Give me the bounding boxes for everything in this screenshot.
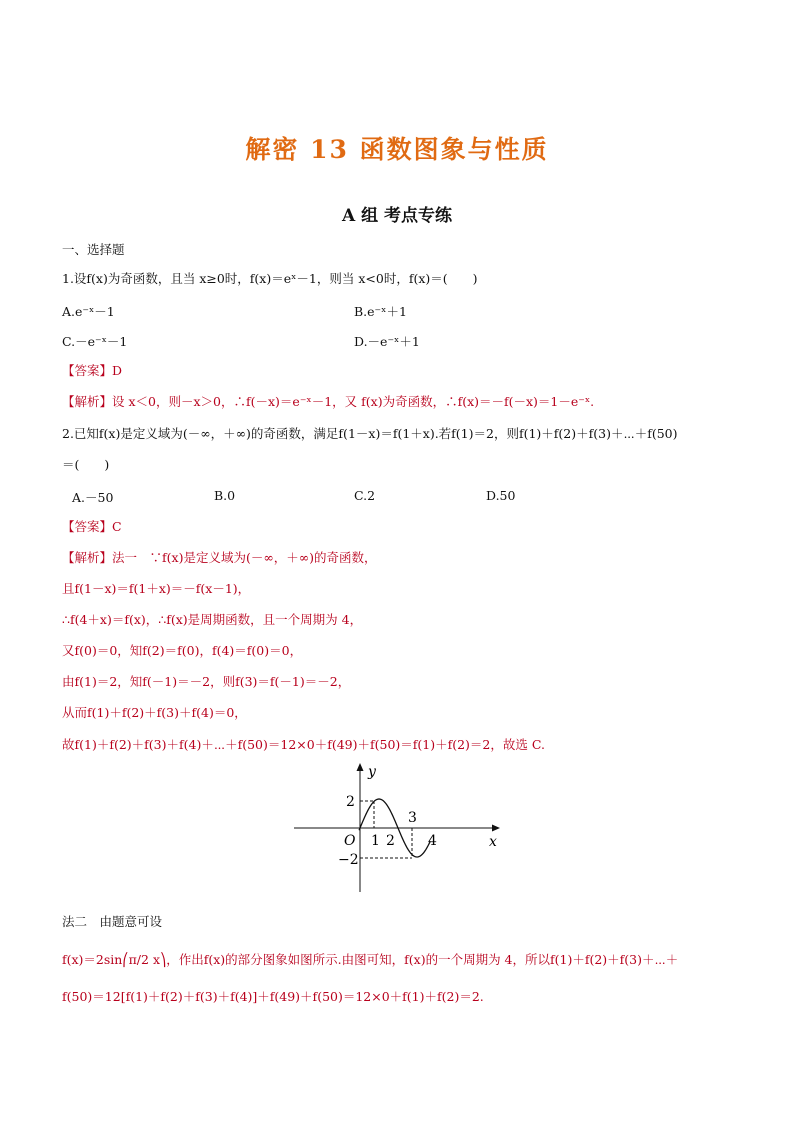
q1-analysis-label: 【解析】 — [62, 394, 113, 409]
q2-option-b: B.0 — [214, 488, 236, 503]
q2-option-c: C.2 — [354, 488, 376, 503]
page-title: 解密 13 函数图象与性质 — [245, 135, 549, 164]
q2-option-d: D.50 — [486, 488, 516, 503]
q2-analysis-line-6: 从而f(1)＋f(2)＋f(3)＋f(4)＝0， — [62, 705, 247, 720]
question-2-stem: 2.已知f(x)是定义域为(－∞，＋∞)的奇函数，满足f(1－x)＝f(1＋x).若f(1)＝2，则f(1)＋f(2)＋f(3)＋⋯＋f(50) — [62, 426, 678, 441]
origin-label: O — [344, 833, 356, 849]
q2-answer — [62, 519, 122, 535]
x-tick-1: 1 — [371, 833, 380, 849]
y-tick-2: 2 — [346, 794, 355, 810]
q2-option-a: A.－50 — [72, 490, 114, 505]
x-tick-2: 2 — [386, 833, 395, 849]
question-2-stem-cont: ＝( ) — [62, 457, 110, 472]
y-axis-label: y — [368, 764, 376, 780]
y-axis-arrow — [357, 763, 364, 771]
q2-answer-label: 【答案】 — [62, 519, 113, 534]
function-graph — [288, 760, 508, 900]
q2-analysis-line-2: 且f(1－x)＝f(1＋x)＝－f(x－1)， — [62, 581, 251, 596]
q1-option-c: C.－e⁻ˣ－1 — [62, 334, 128, 349]
q1-answer-value: D — [112, 363, 123, 378]
method-2-label: 法二 由题意可设 — [62, 914, 163, 929]
y-tick-neg2: −2 — [338, 852, 359, 868]
question-1-stem: 1.设f(x)为奇函数，且当 x≥0时，f(x)＝eˣ－1，则当 x<0时，f(x)＝( ) — [62, 271, 478, 286]
method-2-line-1: f(x)＝2sin⎛π/2 x⎞，作出f(x)的部分图象如图所示.由图可知，f(x)的一个周期为 4，所以f(1)＋f(2)＋f(3)＋⋯＋ — [62, 952, 679, 967]
q2-answer-value: C — [112, 519, 122, 534]
q1-option-d: D.－e⁻ˣ＋1 — [354, 334, 420, 349]
x-tick-3: 3 — [408, 810, 417, 826]
q2-analysis-line-3: ∴f(4＋x)＝f(x)，∴f(x)是周期函数，且一个周期为 4， — [62, 612, 363, 627]
q1-option-b: B.e⁻ˣ＋1 — [354, 304, 407, 319]
q1-analysis-text: 设 x＜0，则－x＞0，∴f(－x)＝e⁻ˣ－1，又 f(x)为奇函数，∴f(x)＝－f(－x)＝1－e⁻ˣ. — [112, 394, 595, 409]
q1-answer — [62, 363, 122, 379]
q2-analysis-line-7: 故f(1)＋f(2)＋f(3)＋f(4)＋⋯＋f(50)＝12×0＋f(49)＋f(50)＝f(1)＋f(2)＝2，故选 C. — [62, 737, 545, 752]
method-2-line-2: f(50)＝12[f(1)＋f(2)＋f(3)＋f(4)]＋f(49)＋f(50)＝12×0＋f(1)＋f(2)＝2. — [62, 989, 484, 1004]
q2-analysis-label: 【解析】 — [62, 550, 113, 565]
q2-analysis-text-1: 法一 ∵f(x)是定义域为(－∞，＋∞)的奇函数， — [112, 550, 377, 565]
x-axis-arrow — [492, 825, 500, 832]
x-tick-4: 4 — [428, 833, 437, 849]
x-axis-label: x — [489, 834, 497, 850]
q2-analysis-line-5: 由f(1)＝2，知f(－1)＝－2，则f(3)＝f(－1)＝－2， — [62, 674, 351, 689]
q2-analysis-line-4: 又f(0)＝0，知f(2)＝f(0)，f(4)＝f(0)＝0， — [62, 643, 303, 658]
group-subtitle: A 组 考点专练 — [341, 206, 453, 226]
q2-analysis-line-1 — [62, 550, 377, 566]
section-heading: 一、选择题 — [62, 242, 125, 257]
q1-option-a: A.e⁻ˣ－1 — [62, 304, 115, 319]
q1-analysis — [62, 394, 594, 410]
q1-answer-label: 【答案】 — [62, 363, 113, 378]
